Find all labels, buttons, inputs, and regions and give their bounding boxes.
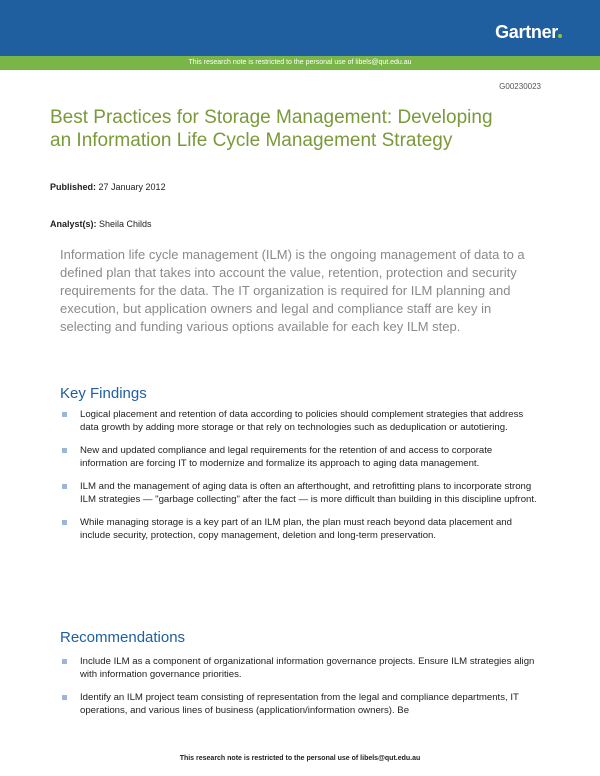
list-item: Include ILM as a component of organizational information governance projects. Ensure ILM strategies align with information governance priorities. — [62, 655, 540, 681]
analyst-label: Analyst(s): — [50, 219, 97, 229]
list-item: Identify an ILM project team consisting of representation from the legal and compliance departments, IT operations, and various lines of business (application/information owners). Be — [62, 691, 540, 717]
key-findings-list — [62, 408, 540, 542]
list-item: Logical placement and retention of data according to policies should complement strategies that address data growth by adding more storage or that rely on technologies such as deduplication or autotiering. — [62, 408, 540, 434]
document-id: G00230023 — [499, 82, 541, 91]
list-item: While managing storage is a key part of an ILM plan, the plan must reach beyond data placement and include security, protection, copy management, deletion and long-term preservation. — [62, 516, 540, 542]
published-label: Published: — [50, 182, 97, 192]
restriction-notice: This research note is restricted to the personal use of libels@qut.edu.au — [0, 56, 600, 70]
header-bar — [0, 0, 600, 56]
recommendations-list — [62, 655, 540, 717]
published-line — [50, 182, 166, 192]
summary-paragraph: Information life cycle management (ILM) is the ongoing management of data to a defined plan that takes into account the value, retention, protection and security requirements for the data. The IT organization is required for ILM planning and execution, but application owners and legal and compliance staff are key in selecting and funding various options available for each key ILM step. — [60, 247, 525, 334]
list-item: ILM and the management of aging data is often an afterthought, and retrofitting plans to incorporate strong ILM strategies — "garbage collecting" after the fact — is more difficult than building in this discipline upfront. — [62, 480, 540, 506]
gartner-logo: Gartner — [495, 22, 558, 42]
document-title: Best Practices for Storage Management: Developing an Information Life Cycle Management Strategy — [50, 107, 493, 151]
analyst-name: Sheila Childs — [96, 219, 152, 229]
recommendations-heading: Recommendations — [60, 629, 186, 646]
key-findings-heading: Key Findings — [60, 385, 147, 402]
analyst-line — [50, 219, 152, 229]
logo-dot-icon — [558, 34, 562, 38]
footer-restriction-notice: This research note is restricted to the personal use of libels@qut.edu.au — [179, 755, 421, 762]
published-date: 27 January 2012 — [96, 182, 166, 192]
list-item: New and updated compliance and legal requirements for the retention of and access to corporate information are forcing IT to modernize and formalize its approach to aging data management. — [62, 444, 540, 470]
